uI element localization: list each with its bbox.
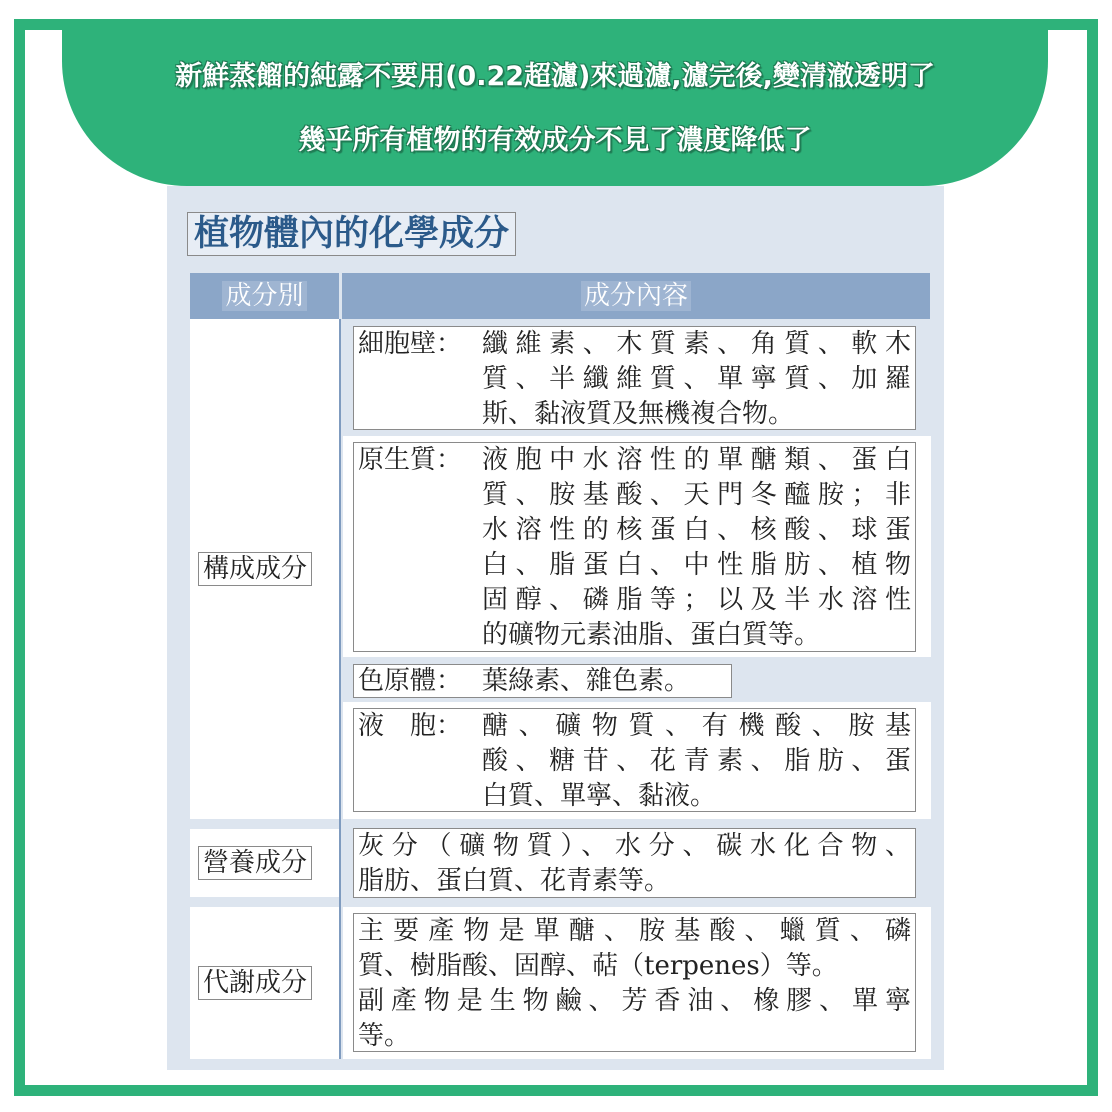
- entry-term-protoplasm: 原生質：: [358, 445, 463, 475]
- category-label-nutritional: 營養成分: [198, 846, 312, 880]
- entry-term-chromoplast: 色原體：: [358, 666, 463, 696]
- banner-title-line1: 新鮮蒸餾的純露不要用(0.22超濾)來過濾,濾完後,變清澈透明了: [175, 61, 935, 92]
- entry-line: 液胞中水溶性的單醣類、蛋白: [482, 445, 911, 475]
- entry-nutritional: [353, 828, 916, 898]
- banner-title-line2: 幾乎所有植物的有效成分不見了濃度降低了: [298, 125, 812, 156]
- table-title: 植物體內的化學成分: [187, 212, 516, 256]
- entry-metabolic: [353, 913, 916, 1052]
- entry-text-vacuole: [482, 709, 911, 814]
- entry-text-protoplasm: [482, 443, 911, 653]
- entry-line: 質、半纖維質、單寧質、加羅: [482, 364, 911, 394]
- entry-line: 葉綠素、雜色素。: [482, 666, 691, 696]
- entry-line: 酸、糖苷、花青素、脂肪、蛋: [482, 746, 911, 776]
- column-header-category: 成分別: [190, 273, 339, 319]
- entry-term-cell-wall: 細胞壁：: [358, 329, 463, 359]
- entry-cell-wall: [353, 326, 916, 430]
- entry-line: 醣、礦物質、有機酸、胺基: [482, 711, 911, 741]
- entry-line: 白、脂蛋白、中性脂肪、植物: [482, 550, 911, 580]
- entry-line: 質、樹脂酸、固醇、萜（terpenes）等。: [358, 951, 838, 981]
- entry-line: 纖維素、木質素、角質、軟木: [482, 329, 911, 359]
- entry-line: 主要產物是單醣、胺基酸、蠟質、磷: [358, 916, 911, 946]
- entry-protoplasm: [353, 442, 916, 652]
- entry-line: 副產物是生物鹼、芳香油、橡膠、單寧: [358, 986, 911, 1016]
- entry-line: 固醇、磷脂等；以及半水溶性: [482, 585, 911, 615]
- entry-term-vacuole: 液 胞：: [358, 711, 463, 741]
- entry-text-chromoplast: [482, 665, 731, 698]
- category-label-structural: 構成成分: [198, 552, 312, 586]
- entry-line: 的礦物元素油脂、蛋白質等。: [482, 620, 821, 650]
- entry-line: 斯、黏液質及無機複合物。: [482, 399, 795, 429]
- entry-line: 等。: [358, 1021, 411, 1051]
- entry-vacuole: [353, 708, 916, 812]
- entry-line: 質、胺基酸、天門冬醯胺；非: [482, 480, 911, 510]
- entry-line: 水溶性的核蛋白、核酸、球蛋: [482, 515, 911, 545]
- entry-chromoplast: [353, 664, 732, 698]
- entry-line: 白質、單寧、黏液。: [482, 781, 717, 811]
- column-header-content: 成分內容: [342, 273, 930, 319]
- category-label-metabolic: 代謝成分: [198, 966, 312, 1000]
- entry-text-cell-wall: [482, 327, 911, 432]
- column-divider: [339, 319, 341, 1059]
- entry-line: 脂肪、蛋白質、花青素等。: [358, 866, 671, 896]
- entry-line: 灰分（礦物質）、水分、碳水化合物、: [358, 831, 911, 861]
